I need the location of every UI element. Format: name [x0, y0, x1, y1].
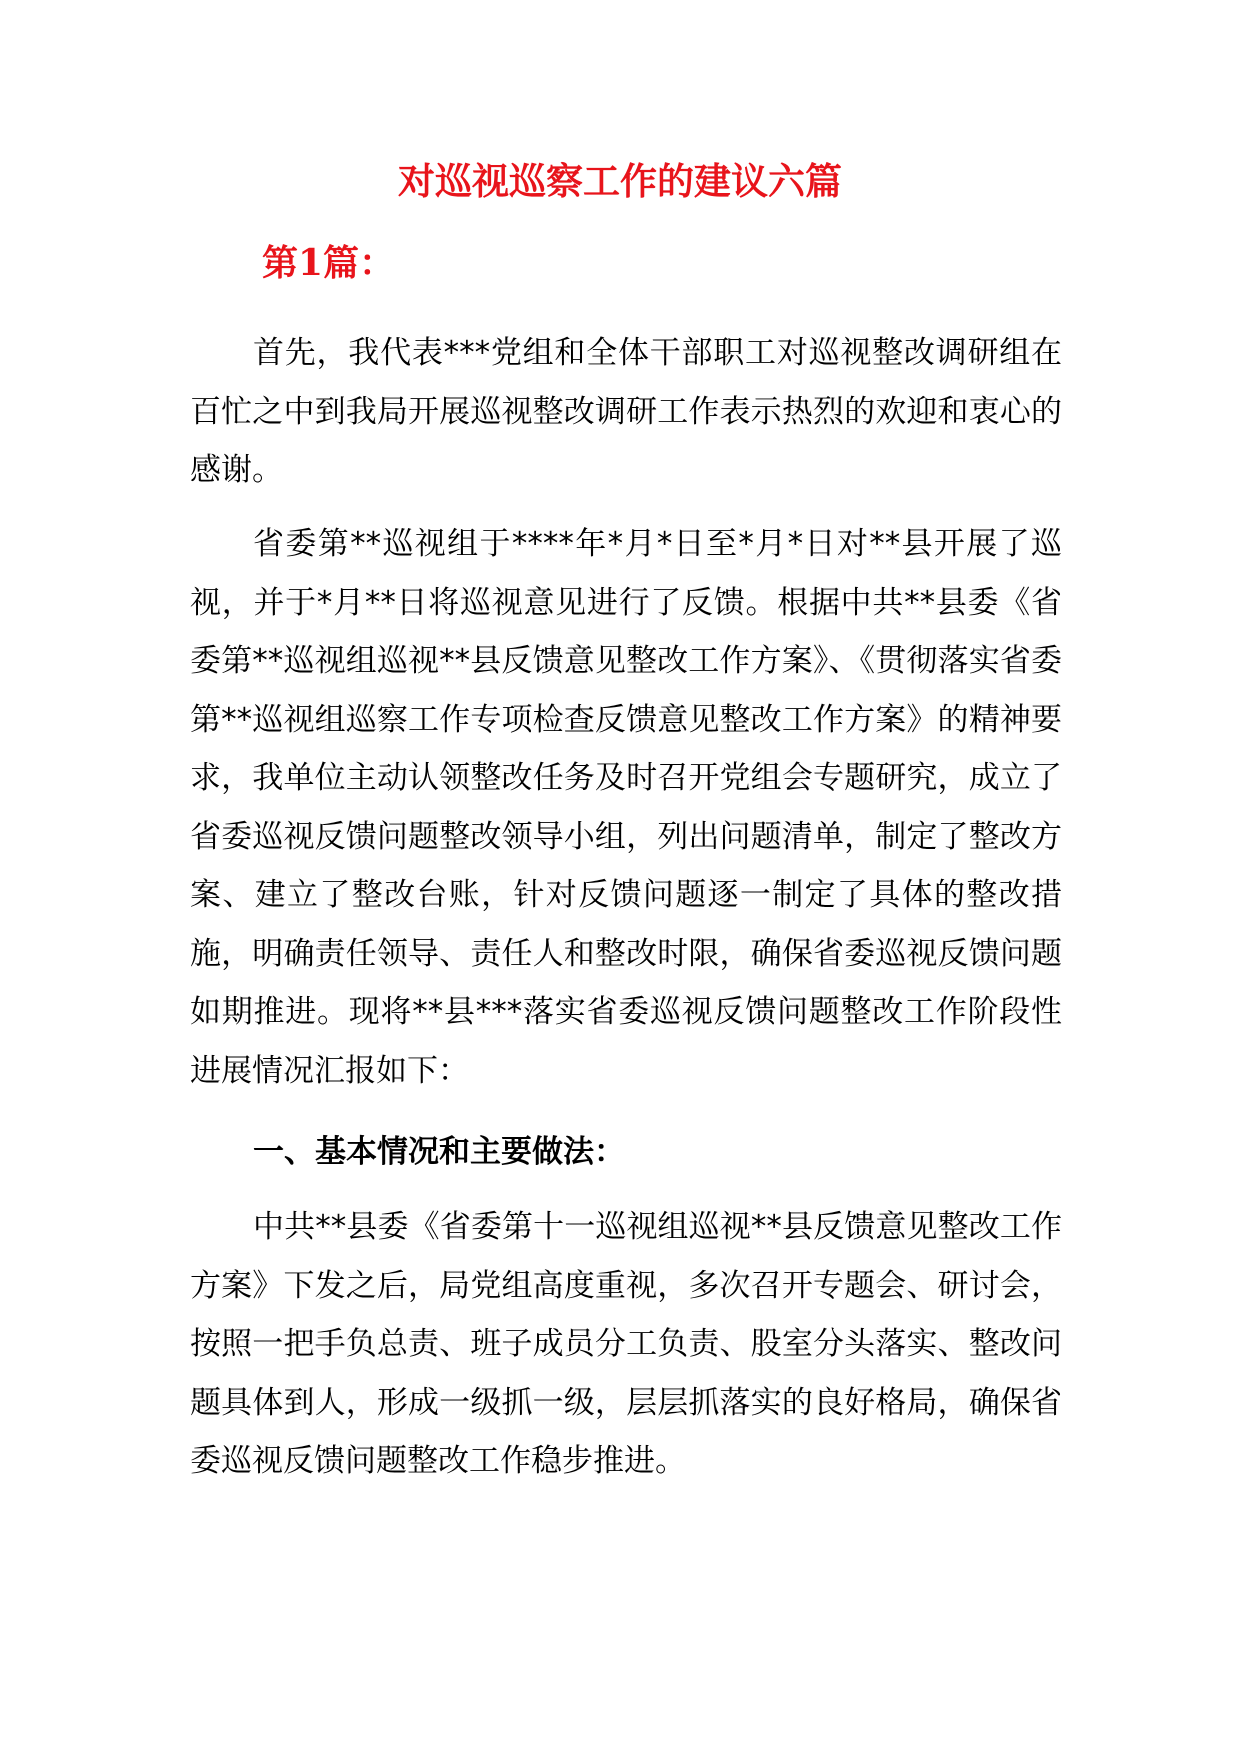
subheading-basic-situation: 一、基本情况和主要做法：: [253, 1134, 625, 1170]
paragraph-1: 首先，我代表***党组和全体干部职工对巡视整改调研组在百忙之中到我局开展巡视整改调研工作表示热烈的欢迎和衷心的感谢。: [190, 335, 1062, 488]
paragraph-3: 中共**县委《省委第十一巡视组巡视**县反馈意见整改工作方案》下发之后，局党组高度重视，多次召开专题会、研讨会，按照一把手负总责、班子成员分工负责、股室分头落实、整改问题具体到人，形成一级抓一级，层层抓落实的良好格局，确保省委巡视反馈问题整改工作稳步推进。: [190, 1209, 1062, 1479]
paragraph-2: 省委第**巡视组于****年*月*日至*月*日对**县开展了巡视，并于*月**日将巡视意见进行了反馈。根据中共**县委《省委第**巡视组巡视**县反馈意见整改工作方案》、《贯彻落实省委第**巡视组巡察工作专项检查反馈意见整改工作方案》的精神要求，我单位主动认领整改任务及时召开党组会专题研究，成立了省委巡视反馈问题整改领导小组，列出问题清单，制定了整改方案、建立了整改台账，针对反馈问题逐一制定了具体的整改措施，明确责任领导、责任人和整改时限，确保省委巡视反馈问题如期推进。现将**县***落实省委巡视反馈问题整改工作阶段性进展情况汇报如下：: [190, 526, 1062, 1089]
document-title: 对巡视巡察工作的建议六篇: [398, 159, 842, 203]
section-title: 第1篇：: [262, 242, 396, 284]
